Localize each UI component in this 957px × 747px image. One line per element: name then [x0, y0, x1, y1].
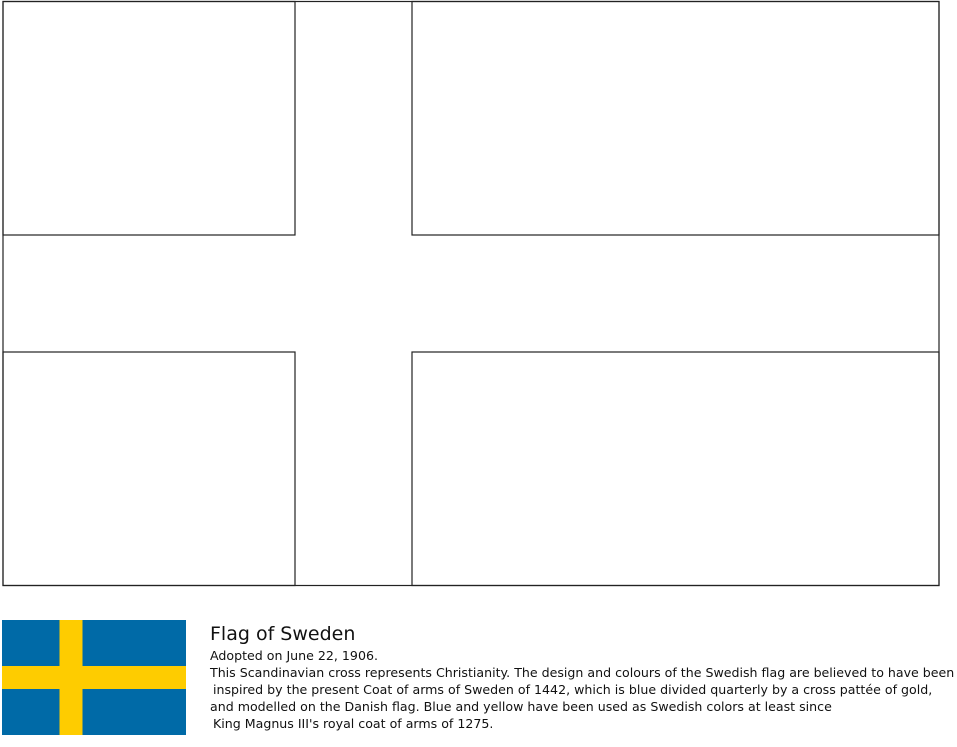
description-line-3: and modelled on the Danish flag. Blue and yellow have been used as Swedish colors at least since	[210, 699, 832, 714]
outline-bottom-left-field	[3, 352, 295, 586]
sweden-flag-svg	[2, 620, 186, 735]
adopted-date: Adopted on June 22, 1906.	[210, 648, 378, 663]
flag-title: Flag of Sweden	[210, 623, 356, 645]
sweden-flag-color-image	[2, 620, 186, 735]
outline-top-left-field	[3, 2, 295, 236]
description-line-2: inspired by the present Coat of arms of Sweden of 1442, which is blue divided quarterly by a cross pattée of gold,	[213, 682, 933, 697]
outline-bottom-right-field	[412, 352, 939, 586]
description-line-4: King Magnus III's royal coat of arms of 1275.	[213, 716, 494, 731]
flag-yellow-horizontal-bar	[2, 666, 186, 689]
description-line-1: This Scandinavian cross represents Christianity. The design and colours of the Swedish flag are believed to have been	[210, 665, 955, 680]
outline-top-right-field	[412, 2, 939, 236]
flag-info-block	[210, 622, 955, 732]
